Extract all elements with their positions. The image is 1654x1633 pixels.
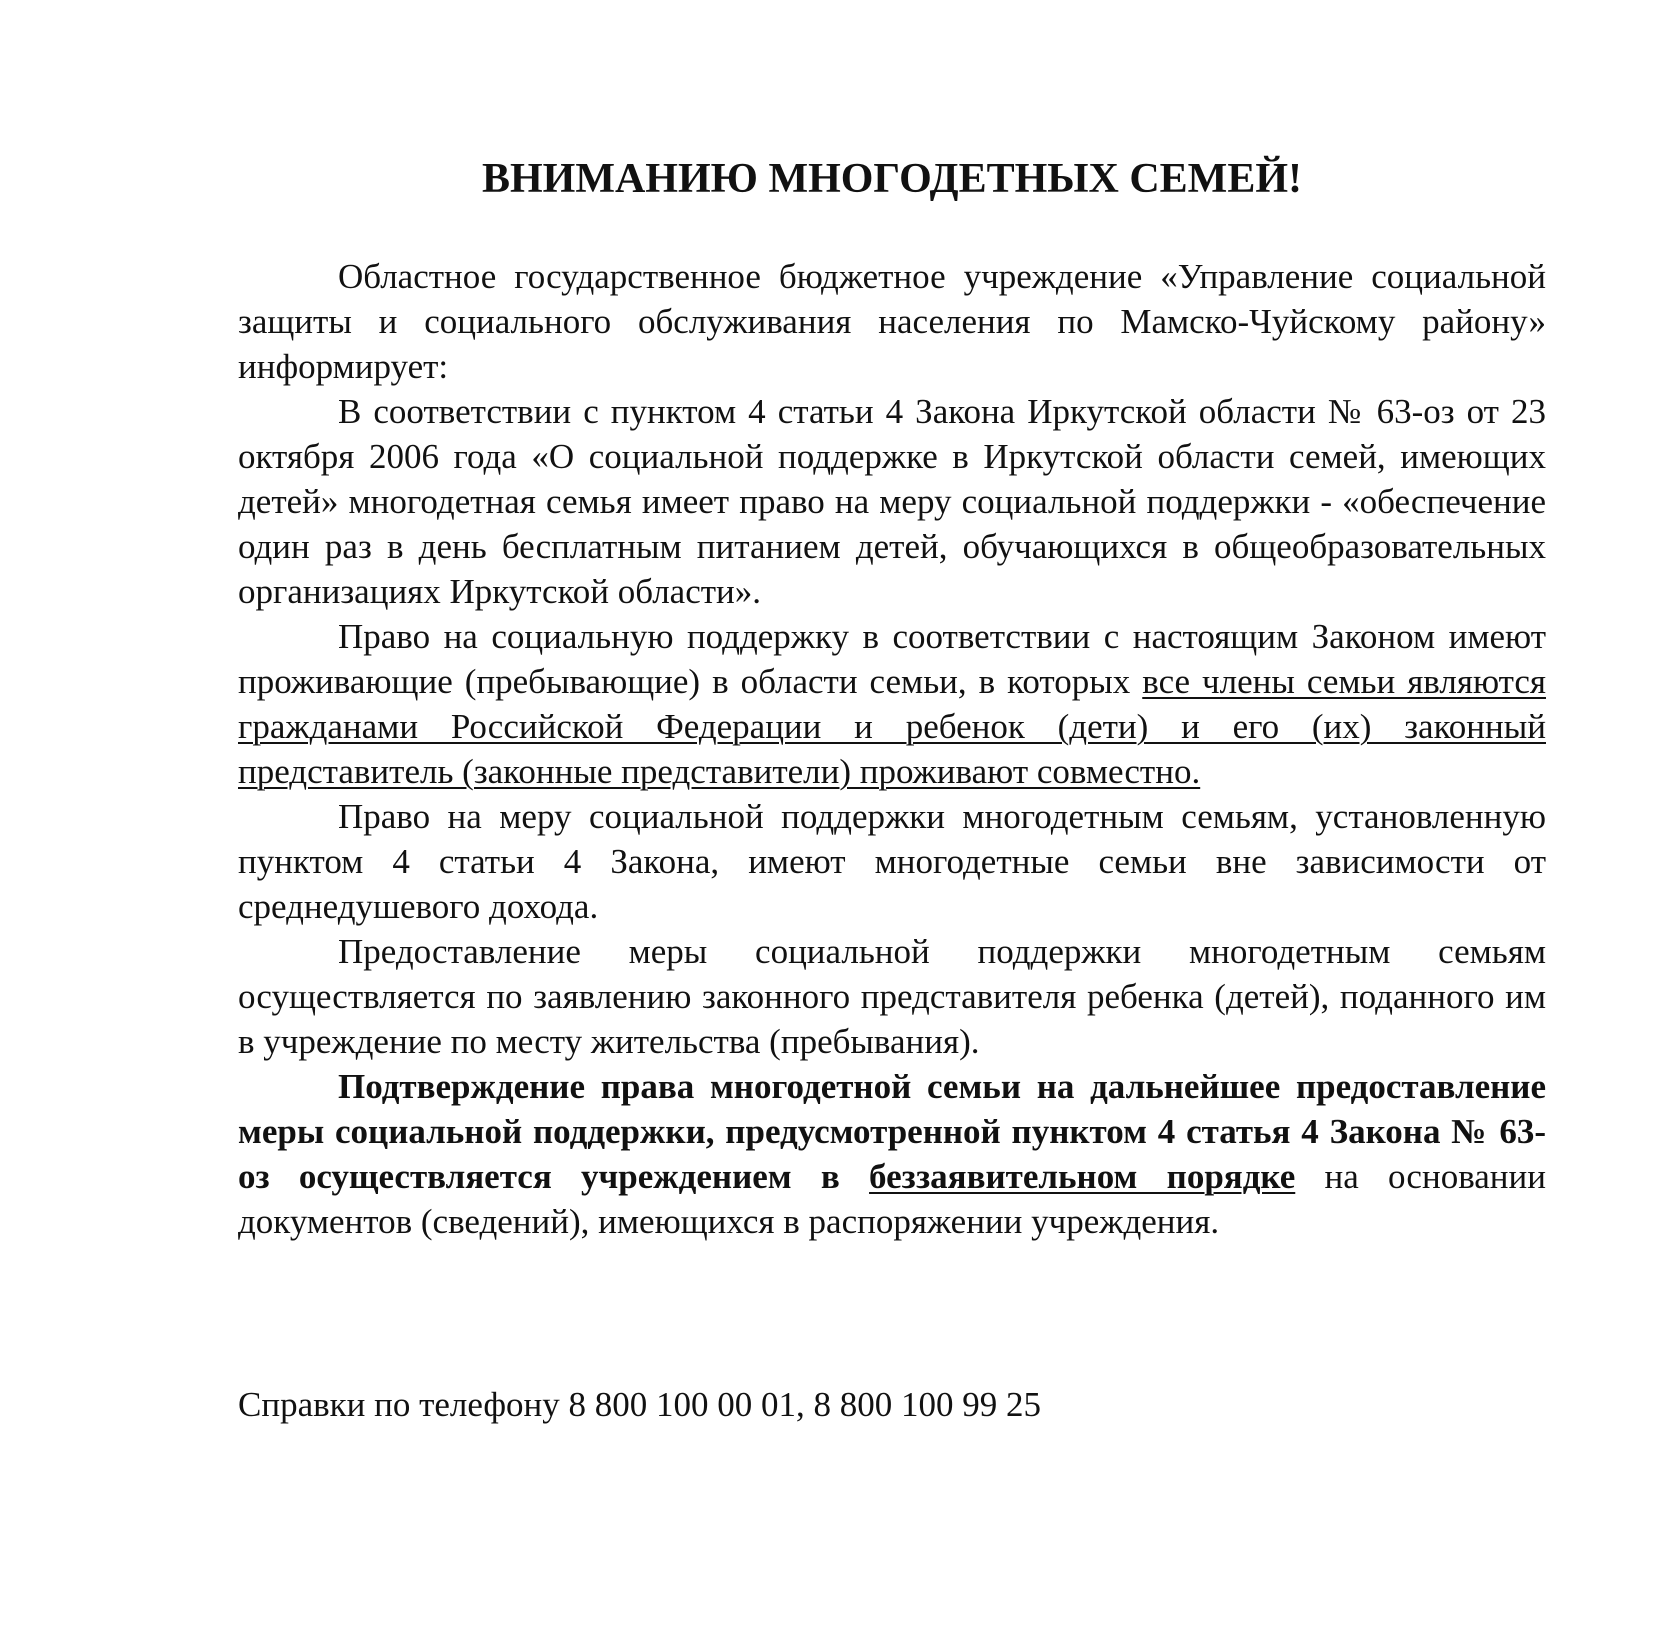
eligibility-underlined-text: все члены семьи являются гражданами Российской Федерации и ребенок (дети) и его (их) законный представитель (законные представители) проживают совместно. bbox=[238, 662, 1546, 791]
paragraph-eligibility bbox=[238, 614, 1546, 794]
paragraph-law-reference: В соответствии с пунктом 4 статьи 4 Закона Иркутской области № 63-оз от 23 октября 2006 года «О социальной поддержке в Иркутской области семей, имеющих детей» многодетная семья имеет право на меру социальной поддержки - «обеспечение один раз в день бесплатным питанием детей, обучающихся в общеобразовательных организациях Иркутской области». bbox=[238, 392, 1546, 611]
confirmation-bold-underlined-text: беззаявительном порядке bbox=[869, 1157, 1296, 1196]
contact-phones: Справки по телефону 8 800 100 00 01, 8 800 100 99 25 bbox=[238, 1385, 1042, 1424]
paragraph-confirmation bbox=[238, 1064, 1546, 1244]
confirmation-plain-text: на основании документов (сведений), имеющихся в распоряжении учреждения. bbox=[238, 1157, 1546, 1241]
document-title: ВНИМАНИЮ МНОГОДЕТНЫХ СЕМЕЙ! bbox=[481, 156, 1302, 202]
paragraph-income-independence: Право на меру социальной поддержки многодетным семьям, установленную пунктом 4 статьи 4 Закона, имеют многодетные семьи вне зависимости от среднедушевого дохода. bbox=[238, 797, 1546, 926]
confirmation-bold-text: Подтверждение права многодетной семьи на дальнейшее предоставление меры социальной поддержки, предусмотренной пунктом 4 статья 4 Закона № 63-оз осуществляется учреждением в bbox=[238, 1067, 1546, 1196]
paragraph-application: Предоставление меры социальной поддержки многодетным семьям осуществляется по заявлению законного представителя ребенка (детей), поданного им в учреждение по месту жительства (пребывания). bbox=[238, 932, 1546, 1061]
eligibility-text: Право на социальную поддержку в соответствии с настоящим Законом имеют проживающие (пребывающие) в области семьи, в которых bbox=[238, 617, 1546, 701]
document-body bbox=[238, 254, 1546, 1244]
paragraph-intro: Областное государственное бюджетное учреждение «Управление социальной защиты и социального обслуживания населения по Мамско-Чуйскому району» информирует: bbox=[238, 257, 1546, 386]
